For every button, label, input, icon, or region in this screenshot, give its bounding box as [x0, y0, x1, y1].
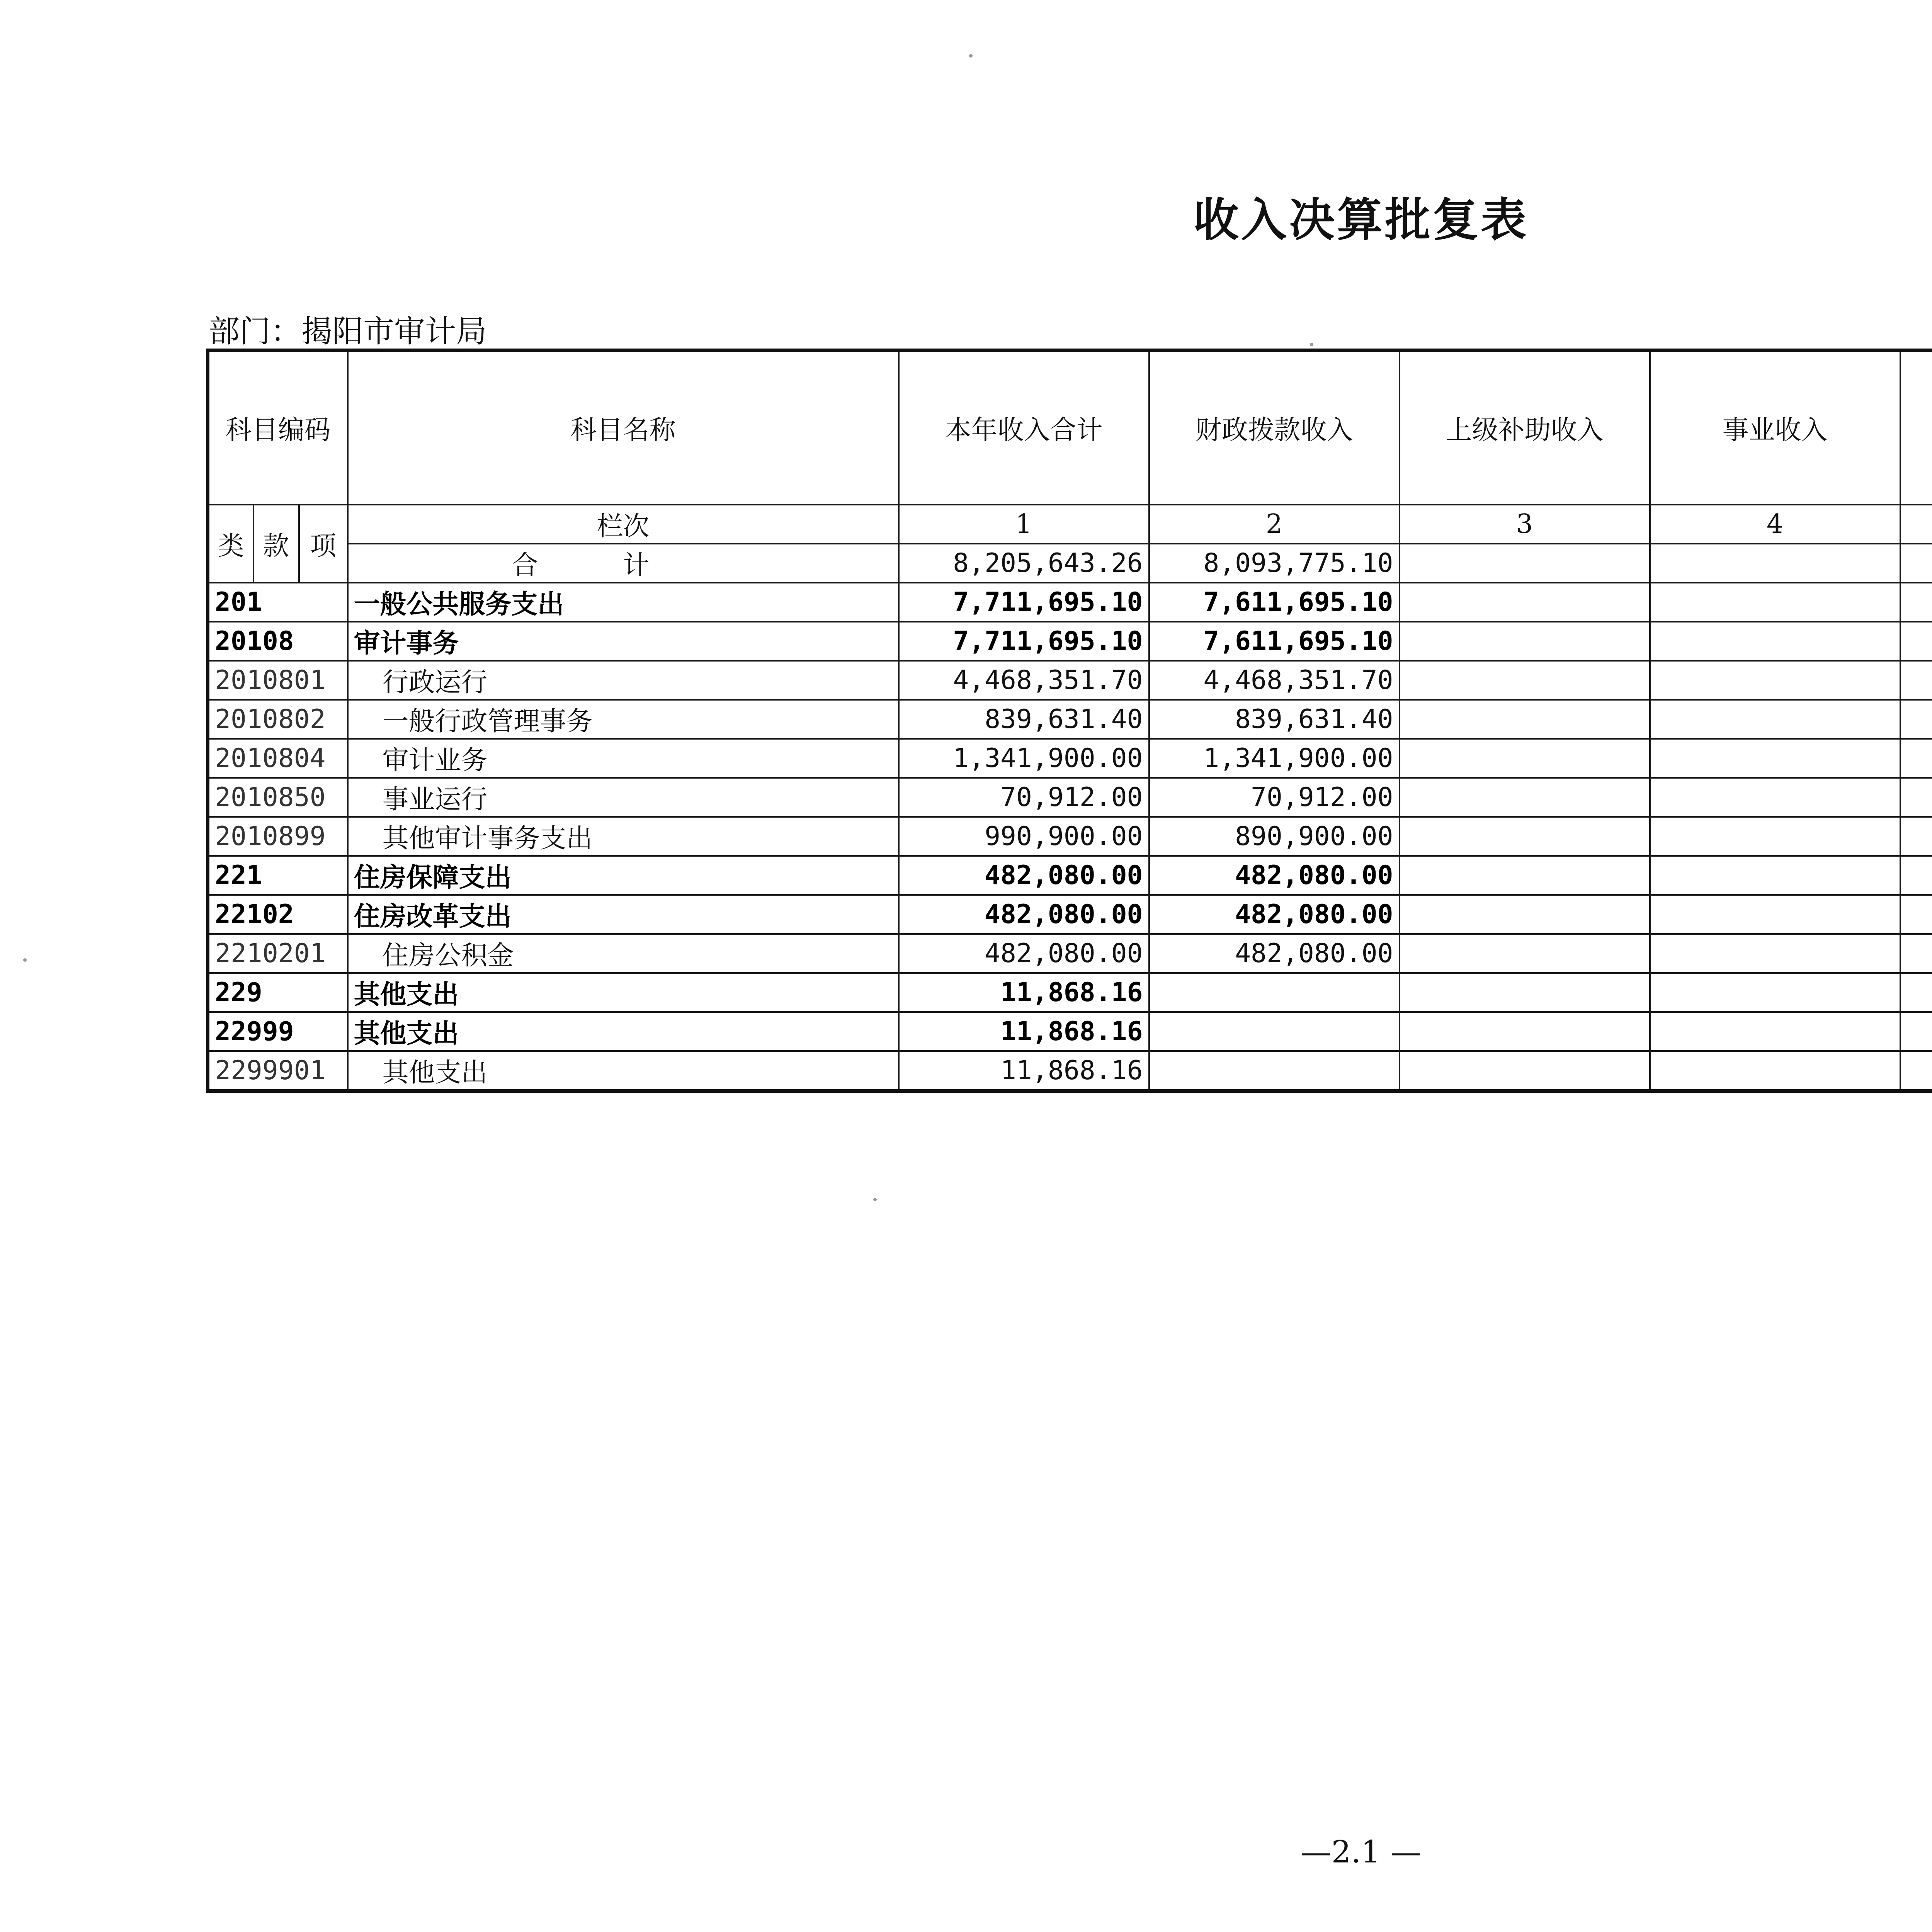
row-value: [1900, 895, 1932, 934]
row-value: [1650, 739, 1900, 778]
row-code: 2010801: [208, 661, 348, 700]
row-value: [1400, 1051, 1650, 1091]
table-row: [208, 700, 1932, 739]
row-value: 11,868.16: [899, 973, 1149, 1012]
scan-speck: [1310, 343, 1313, 346]
header-name: 科目名称: [348, 350, 899, 505]
header-col-2: 财政拨款收入: [1149, 350, 1400, 505]
row-name: 其他支出: [348, 973, 899, 1012]
total-value: 8,205,643.26: [899, 544, 1149, 583]
row-value: [1650, 973, 1900, 1012]
row-name: 其他审计事务支出: [348, 817, 899, 856]
row-code: 2010899: [208, 817, 348, 856]
row-value: [1400, 622, 1650, 661]
row-code: 2010804: [208, 739, 348, 778]
row-value: [1400, 583, 1650, 622]
row-name: 一般公共服务支出: [348, 583, 899, 622]
row-name: 其他支出: [348, 1051, 899, 1091]
header-code: 科目编码: [208, 350, 348, 505]
row-value: [1650, 934, 1900, 973]
row-name: 一般行政管理事务: [348, 700, 899, 739]
scan-speck: [969, 54, 973, 58]
table-row: [208, 778, 1932, 817]
col-number-2: 2: [1149, 505, 1400, 544]
row-value: [1650, 661, 1900, 700]
sub-header-xiang: 项: [299, 505, 348, 583]
row-value: [1900, 622, 1932, 661]
header-row: [208, 350, 1932, 505]
row-value: 7,711,695.10: [899, 622, 1149, 661]
row-name: 事业运行: [348, 778, 899, 817]
row-value: [1400, 856, 1650, 895]
row-name: 审计事务: [348, 622, 899, 661]
col-number-1: 1: [899, 505, 1149, 544]
row-value: [1650, 583, 1900, 622]
row-code: 201: [208, 583, 348, 622]
table-row: [208, 622, 1932, 661]
col-number-4: 4: [1650, 505, 1900, 544]
total-label: 合计: [348, 544, 899, 583]
row-value: 839,631.40: [899, 700, 1149, 739]
row-value: [1400, 934, 1650, 973]
row-value: [1900, 856, 1932, 895]
row-name: 住房保障支出: [348, 856, 899, 895]
row-value: 70,912.00: [899, 778, 1149, 817]
row-code: 221: [208, 856, 348, 895]
row-value: [1900, 973, 1932, 1012]
column-number-row: [208, 505, 1932, 544]
row-name: 其他支出: [348, 1012, 899, 1051]
row-code: 2210201: [208, 934, 348, 973]
department-label: 部门：揭阳市审计局: [209, 313, 487, 349]
table-row: [208, 583, 1932, 622]
row-value: [1149, 1051, 1400, 1091]
row-value: [1400, 1012, 1650, 1051]
total-value: [1900, 544, 1932, 583]
row-value: 482,080.00: [1149, 934, 1400, 973]
row-value: [1900, 934, 1932, 973]
page-number: —2.1 —: [1300, 1834, 1422, 1870]
row-value: 7,711,695.10: [899, 583, 1149, 622]
row-value: [1900, 817, 1932, 856]
total-value: 8,093,775.10: [1149, 544, 1400, 583]
row-value: 890,900.00: [1149, 817, 1400, 856]
row-value: [1650, 700, 1900, 739]
row-value: [1650, 856, 1900, 895]
row-code: 229: [208, 973, 348, 1012]
total-value: [1400, 544, 1650, 583]
row-value: 7,611,695.10: [1149, 622, 1400, 661]
row-value: [1400, 739, 1650, 778]
table-row: [208, 895, 1932, 934]
row-value: [1650, 1012, 1900, 1051]
header-col-4: 事业收入: [1650, 350, 1900, 505]
row-value: 1,341,900.00: [899, 739, 1149, 778]
row-value: 4,468,351.70: [899, 661, 1149, 700]
row-value: [1900, 700, 1932, 739]
row-value: 7,611,695.10: [1149, 583, 1400, 622]
row-code: 2010802: [208, 700, 348, 739]
header-col-1: 本年收入合计: [899, 350, 1149, 505]
row-value: [1400, 817, 1650, 856]
row-value: 482,080.00: [899, 895, 1149, 934]
col-number-3: 3: [1400, 505, 1650, 544]
table-row: [208, 934, 1932, 973]
lanci-label: 栏次: [348, 505, 899, 544]
data-rows: [208, 583, 1932, 1091]
scan-speck: [23, 958, 27, 962]
income-table: [206, 349, 1932, 1093]
table-row: [208, 856, 1932, 895]
sub-header-lei: 类: [208, 505, 253, 583]
row-value: [1900, 1051, 1932, 1091]
row-value: [1650, 895, 1900, 934]
row-value: 482,080.00: [899, 856, 1149, 895]
row-value: [1400, 700, 1650, 739]
row-value: 70,912.00: [1149, 778, 1400, 817]
table-row: [208, 1012, 1932, 1051]
row-value: [1900, 1012, 1932, 1051]
scan-speck: [873, 1198, 877, 1201]
table-row: [208, 817, 1932, 856]
total-value: [1650, 544, 1900, 583]
table-row: [208, 973, 1932, 1012]
row-value: [1900, 778, 1932, 817]
page-title: 收入决算批复表: [1193, 193, 1529, 247]
row-value: [1900, 661, 1932, 700]
income-table-container: [206, 349, 1932, 1088]
row-code: 22999: [208, 1012, 348, 1051]
row-value: 839,631.40: [1149, 700, 1400, 739]
row-value: 11,868.16: [899, 1012, 1149, 1051]
row-value: 4,468,351.70: [1149, 661, 1400, 700]
row-value: [1900, 583, 1932, 622]
row-name: 行政运行: [348, 661, 899, 700]
row-value: [1650, 622, 1900, 661]
sub-header-kuan: 款: [253, 505, 299, 583]
row-name: 住房改革支出: [348, 895, 899, 934]
row-value: [1400, 895, 1650, 934]
row-value: 1,341,900.00: [1149, 739, 1400, 778]
row-name: 审计业务: [348, 739, 899, 778]
row-value: 482,080.00: [1149, 895, 1400, 934]
table-row: [208, 1051, 1932, 1091]
row-value: [1650, 778, 1900, 817]
row-value: 990,900.00: [899, 817, 1149, 856]
row-value: [1149, 973, 1400, 1012]
header-col-5: [1900, 350, 1932, 505]
row-value: [1650, 817, 1900, 856]
row-value: 11,868.16: [899, 1051, 1149, 1091]
row-value: [1149, 1012, 1400, 1051]
row-value: [1400, 661, 1650, 700]
row-code: 2010850: [208, 778, 348, 817]
row-code: 20108: [208, 622, 348, 661]
row-value: 482,080.00: [899, 934, 1149, 973]
col-number-5: [1900, 505, 1932, 544]
table-row: [208, 739, 1932, 778]
row-value: [1400, 778, 1650, 817]
row-value: [1650, 1051, 1900, 1091]
table-row: [208, 661, 1932, 700]
header-col-3: 上级补助收入: [1400, 350, 1650, 505]
row-value: [1400, 973, 1650, 1012]
row-value: [1900, 739, 1932, 778]
row-name: 住房公积金: [348, 934, 899, 973]
row-value: 482,080.00: [1149, 856, 1400, 895]
row-code: 22102: [208, 895, 348, 934]
row-code: 2299901: [208, 1051, 348, 1091]
total-row: [208, 544, 1932, 583]
